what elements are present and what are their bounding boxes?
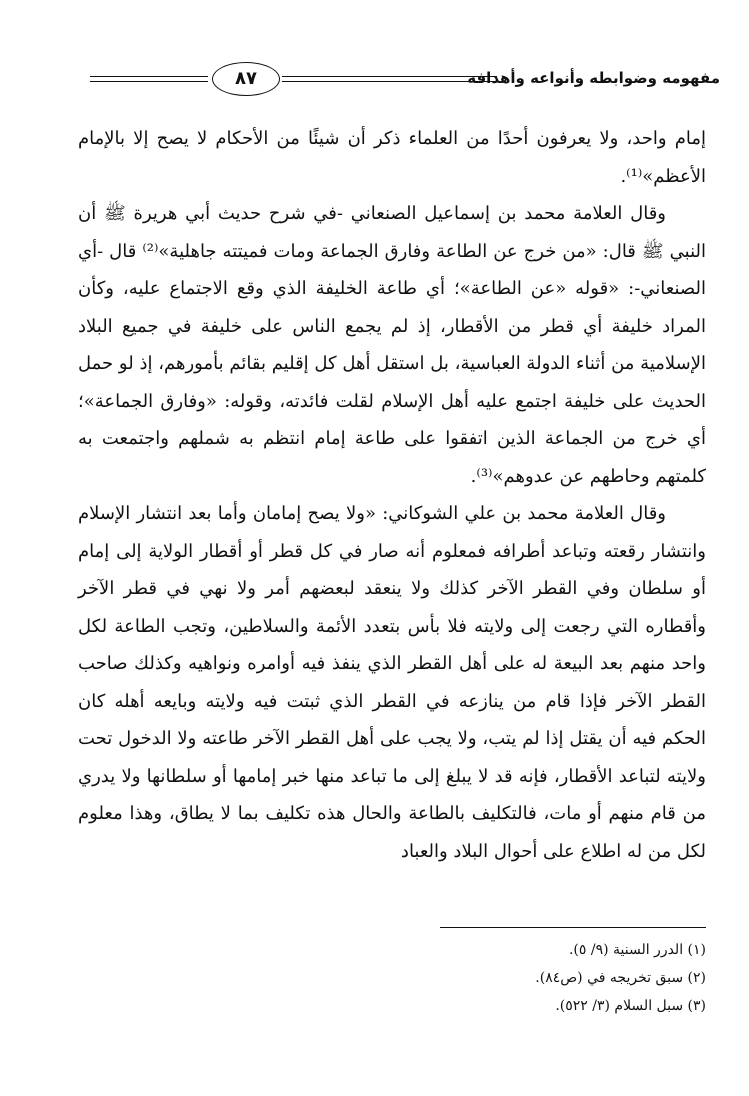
page-number: ٨٧ [212,62,280,96]
footnotes [300,936,706,1020]
footnote: (٣) سبل السلام (٣/ ٥٢٢). [555,998,706,1014]
paragraph: وقال العلامة محمد بن علي الشوكاني: «ولا يصح إمامان وأما بعد انتشار الإسلام وانتشار رقعته وتباعد أطرافه فمعلوم أنه صار في كل قطر أو أقطار الولاية إلى إمام أو سلطان وفي القطر الآخر كذلك ولا ينعقد لبعضهم أمر ولا نهي في قطر الآخر وأقطاره التي رجعت إلى ولايته فلا بأس بتعدد الأئمة والسلاطين، وتجب الطاعة لكل واحد منهم بعد البيعة له على أهل القطر الذي ينفذ فيه أوامره ونواهيه وكذلك صاحب القطر الآخر فإذا قام من ينازعه في القطر الذي ثبتت فيه ولايته وبايعه أهله كان الحكم فيه أن يقتل إذا لم يتب، ولا يجب على أهل القطر الآخر طاعته ولا الدخول تحت ولايته لتباعد الأقطار، فإنه قد لا يبلغ إلى ما تباعد منها خبر إمامها أو سلطانها ولا يدري من قام منهم أو مات، فالتكليف بالطاعة والحال هذه تكليف بما لا يطاق، وهذا معلوم لكل من له اطلاع على أحوال البلاد والعباد [78,503,706,862]
header-rule [90,81,208,82]
paragraph: إمام واحد، ولا يعرفون أحدًا من العلماء ذكر أن شيئًا من الأحكام لا يصح إلا بالإمام الأعظم»⁽¹⁾. [78,128,706,187]
paragraph: وقال العلامة محمد بن إسماعيل الصنعاني -في شرح حديث أبي هريرة ﷺ أن النبي ﷺ قال: «من خرج عن الطاعة وفارق الجماعة ومات فميتته جاهلية»⁽²⁾ قال -أي الصنعاني-: «قوله «عن الطاعة»؛ أي طاعة الخليفة الذي وقع الاجتماع عليه، وكأن المراد خليفة أي قطر من الأقطار، إذ لم يجمع الناس على خليفة في جميع البلاد الإسلامية من أثناء الدولة العباسية، بل استقل أهل كل إقليم بقائم بأمورهم، إذ لو حمل الحديث على خليفة اجتمع عليه أهل الإسلام لقلت فائدته، وقوله: «وفارق الجماعة»؛ أي خرج من الجماعة الذين اتفقوا على طاعة إمام انتظم به شملهم واجتمعت به كلمتهم وحاطهم عن عدوهم»⁽³⁾. [78,203,707,487]
footnote-divider [440,927,706,928]
header-rule [282,81,497,82]
page-header [78,62,720,96]
main-text [78,120,706,870]
header-rule [90,76,208,77]
footnote: (١) الدرر السنية (٩/ ٥). [568,942,706,958]
footnote: (٢) سبق تخريجه في (ص٨٤). [535,970,706,986]
header-rule [282,76,497,77]
running-title: مفهومه وضوابطه وأنواعه وأهدافه [467,69,720,87]
